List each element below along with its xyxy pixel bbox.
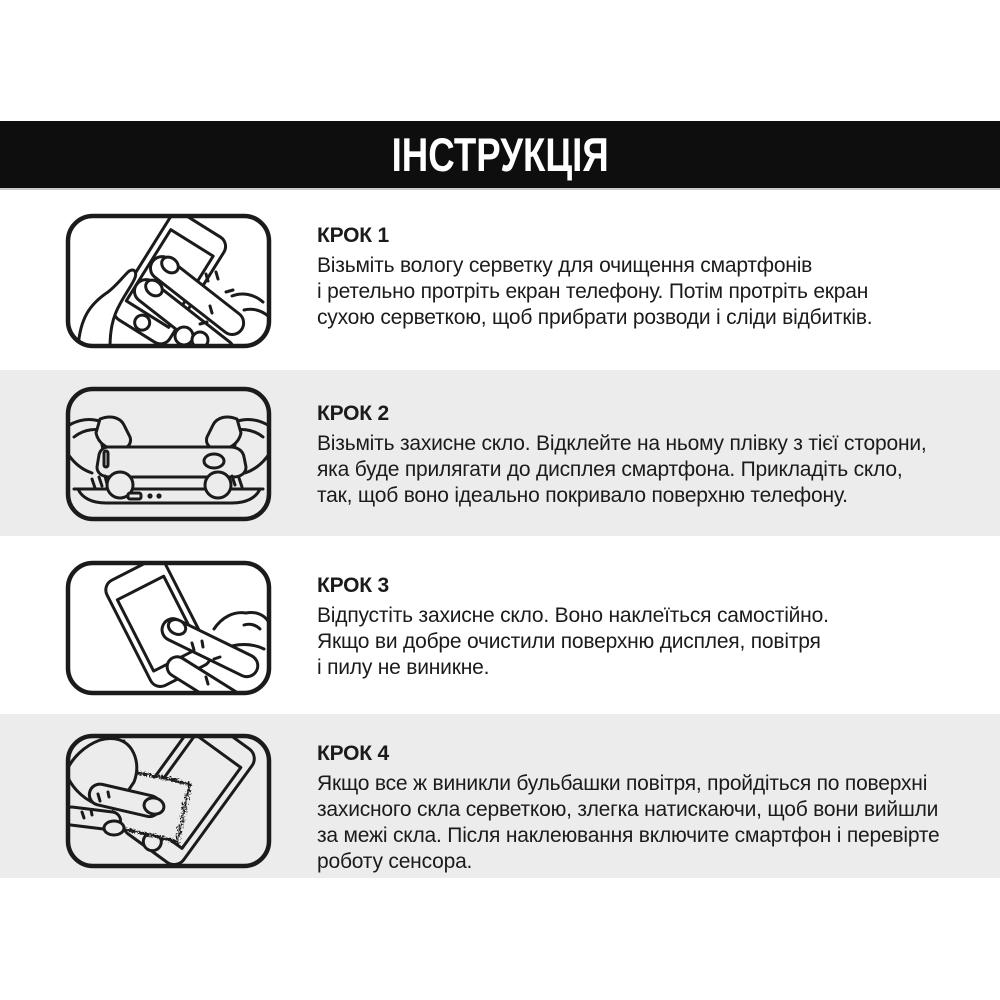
bottom-margin [0,878,1000,1000]
hands-applying-protective-glass-icon [64,385,273,523]
step-2-line-1: Візьміть захисне скло. Відклейте на ньому плівку з тієї сторони, [317,432,927,455]
step-1-label: КРОК 1 [317,224,390,247]
step-2-section [0,370,1000,536]
step-3-line-1: Відпустіть захисне скло. Воно наклеїться самостійно. [317,604,829,627]
step-3-line-2: Якщо ви добре очистили поверхню дисплея, повітря [317,630,821,653]
step-4-section [0,714,1000,878]
step-2-text [317,385,970,509]
step-4-text [317,732,970,875]
step-3-line-3: і пилу не виникне. [317,656,490,679]
step-4-line-4: роботу сенсора. [317,850,473,873]
step-4-line-3: за межі скла. Після наклеювання включите смартфон і перевірте [317,824,940,847]
step-1-line-3: сухою серветкою, щоб прибрати розводи і сліди відбитків. [317,306,873,329]
step-4-label: КРОК 4 [317,742,390,765]
step-2-label: КРОК 2 [317,402,390,425]
step-4-line-1: Якщо все ж виникли бульбашки повітря, пройдіться по поверхні [317,772,928,795]
hand-wiping-cloth-over-glass-icon [64,732,273,870]
step-1-section [0,190,1000,370]
top-margin [0,0,1000,121]
step-3-figure [64,559,273,697]
step-4-line-2: захисного скла серветкою, злегка натискаючи, щоб вони вийшли [317,798,939,821]
step-1-line-1: Візьміть вологу серветку для очищення смартфонів [317,254,813,277]
step-2-line-3: так, щоб воно ідеально покривало поверхню телефону. [317,484,848,507]
step-1-figure [64,212,273,350]
step-2-line-2: яка буде прилягати до дисплея смартфона. Прикладіть скло, [317,458,903,481]
hands-wiping-phone-screen-icon [64,212,273,350]
step-1-line-2: і ретельно протріть екран телефону. Потім протріть екран [317,280,869,303]
step-1-text [317,212,970,331]
step-4-figure [64,732,273,870]
step-3-label: КРОК 3 [317,574,390,597]
step-3-text [317,559,970,681]
step-3-section [0,536,1000,714]
finger-pressing-phone-screen-icon [64,559,273,697]
title-banner [0,121,1000,190]
step-2-figure [64,385,273,523]
page-title: ІНСТРУКЦІЯ [391,128,609,181]
